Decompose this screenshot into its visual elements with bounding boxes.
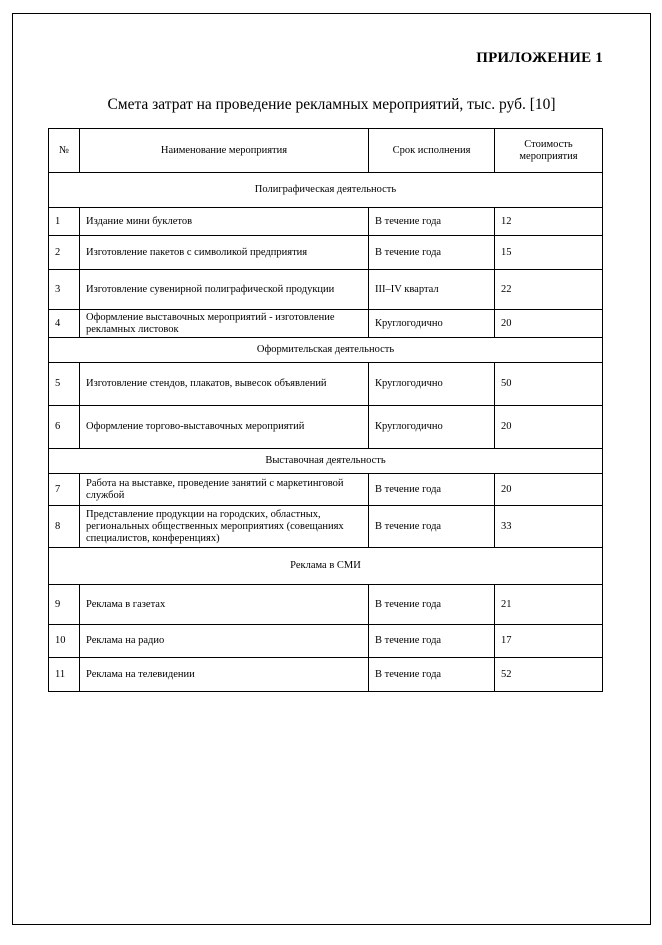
cell-num: 5 xyxy=(49,363,80,406)
cell-cost: 21 xyxy=(495,585,603,625)
cell-term: Круглогодично xyxy=(369,363,495,406)
document-page xyxy=(12,13,651,925)
cell-name: Изготовление пакетов с символикой предприятия xyxy=(80,236,369,270)
appendix-heading: ПРИЛОЖЕНИЕ 1 xyxy=(476,50,603,66)
header-term: Срок исполнения xyxy=(369,129,495,173)
table-row xyxy=(49,474,603,506)
cell-cost: 20 xyxy=(495,310,603,338)
section-title: Реклама в СМИ xyxy=(49,548,603,585)
cell-name: Представление продукции на городских, областных, региональных общественных мероприятиях (совещаниях специалистов, конференциях) xyxy=(80,506,369,548)
cell-cost: 15 xyxy=(495,236,603,270)
cell-term: В течение года xyxy=(369,625,495,658)
cell-cost: 22 xyxy=(495,270,603,310)
table-title: Смета затрат на проведение рекламных мероприятий, тыс. руб. [10] xyxy=(107,96,556,113)
section-title: Выставочная деятельность xyxy=(49,449,603,474)
cell-cost: 20 xyxy=(495,406,603,449)
table-row xyxy=(49,506,603,548)
cell-num: 7 xyxy=(49,474,80,506)
header-cost: Стоимость мероприятия xyxy=(495,129,603,173)
cell-term: Круглогодично xyxy=(369,406,495,449)
cell-num: 2 xyxy=(49,236,80,270)
cell-num: 10 xyxy=(49,625,80,658)
section-row xyxy=(49,338,603,363)
cell-cost: 20 xyxy=(495,474,603,506)
section-row xyxy=(49,548,603,585)
table-row xyxy=(49,310,603,338)
table-row xyxy=(49,208,603,236)
table-row xyxy=(49,585,603,625)
table-row xyxy=(49,363,603,406)
cell-num: 9 xyxy=(49,585,80,625)
cell-name: Работа на выставке, проведение занятий с маркетинговой службой xyxy=(80,474,369,506)
cell-name: Оформление выставочных мероприятий - изготовление рекламных листовок xyxy=(80,310,369,338)
cell-name: Реклама в газетах xyxy=(80,585,369,625)
section-title: Полиграфическая деятельность xyxy=(49,173,603,208)
cell-term: В течение года xyxy=(369,585,495,625)
cell-num: 8 xyxy=(49,506,80,548)
cell-num: 3 xyxy=(49,270,80,310)
cell-name: Изготовление сувенирной полиграфической продукции xyxy=(80,270,369,310)
cell-term: III–IV квартал xyxy=(369,270,495,310)
cell-cost: 33 xyxy=(495,506,603,548)
cell-name: Изготовление стендов, плакатов, вывесок объявлений xyxy=(80,363,369,406)
table-row xyxy=(49,236,603,270)
cell-cost: 52 xyxy=(495,658,603,692)
table-row xyxy=(49,625,603,658)
cell-name: Оформление торгово-выставочных мероприятий xyxy=(80,406,369,449)
cell-name: Реклама на телевидении xyxy=(80,658,369,692)
cell-cost: 17 xyxy=(495,625,603,658)
cell-cost: 50 xyxy=(495,363,603,406)
cell-term: В течение года xyxy=(369,506,495,548)
header-num: № xyxy=(49,129,80,173)
cell-term: В течение года xyxy=(369,474,495,506)
section-row xyxy=(49,173,603,208)
section-title: Оформительская деятельность xyxy=(49,338,603,363)
section-row xyxy=(49,449,603,474)
table-row xyxy=(49,270,603,310)
cost-estimate-table xyxy=(48,128,603,692)
cell-num: 1 xyxy=(49,208,80,236)
cell-term: В течение года xyxy=(369,236,495,270)
cell-name: Издание мини буклетов xyxy=(80,208,369,236)
cell-cost: 12 xyxy=(495,208,603,236)
header-name: Наименование мероприятия xyxy=(80,129,369,173)
cell-num: 11 xyxy=(49,658,80,692)
table-row xyxy=(49,658,603,692)
cell-num: 4 xyxy=(49,310,80,338)
cell-term: В течение года xyxy=(369,658,495,692)
cell-name: Реклама на радио xyxy=(80,625,369,658)
table-header-row xyxy=(49,129,603,173)
cell-term: В течение года xyxy=(369,208,495,236)
cell-term: Круглогодично xyxy=(369,310,495,338)
table-row xyxy=(49,406,603,449)
cell-num: 6 xyxy=(49,406,80,449)
